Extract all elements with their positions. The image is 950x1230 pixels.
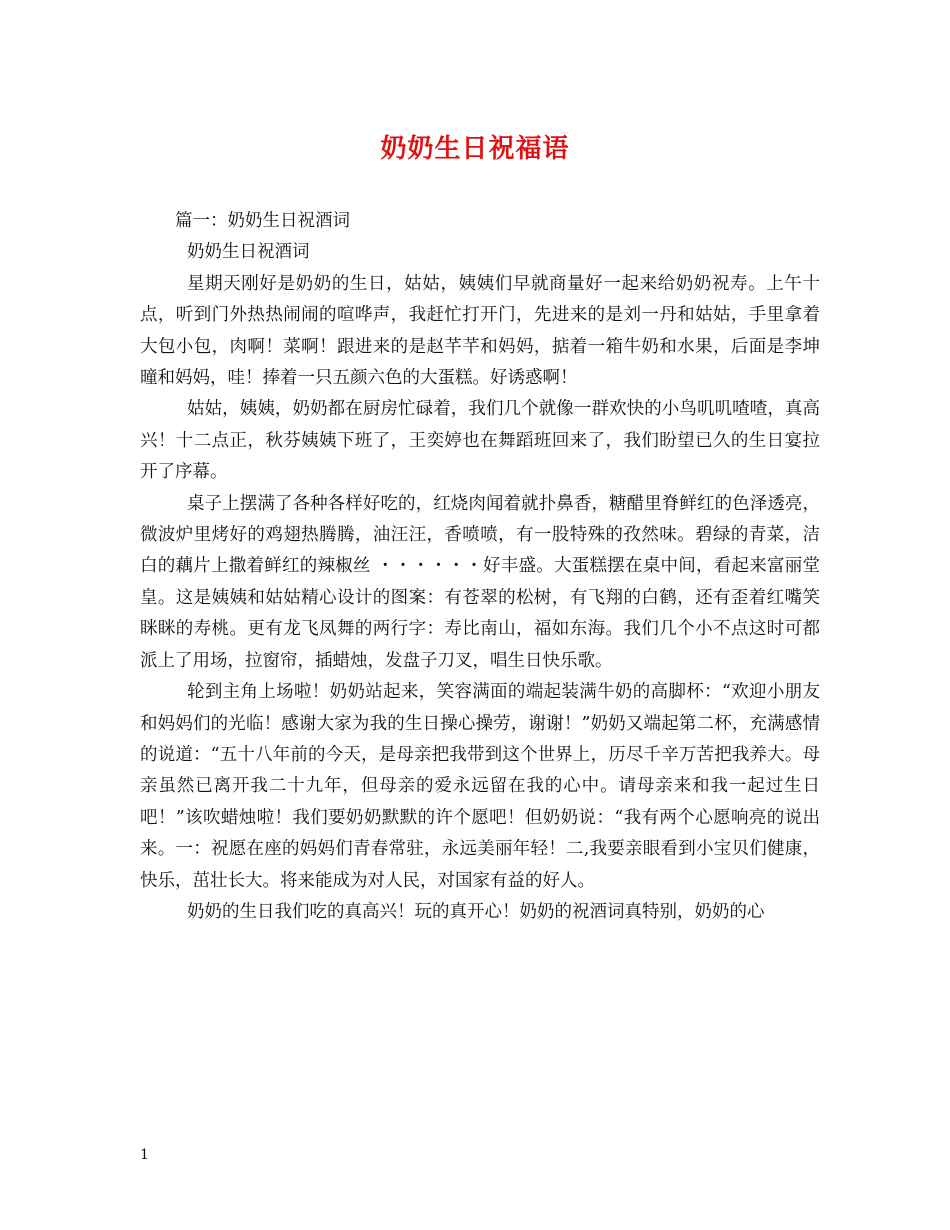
page-number: 1 <box>140 1147 149 1163</box>
sub-heading: 奶奶生日祝酒词 <box>187 242 310 263</box>
paragraph-3: 桌子上摆满了各种各样好吃的，红烧肉闻着就扑鼻香，糖醋里脊鲜红的色泽透亮，微波炉里烤好的鸡翅热腾腾，油汪汪，香喷喷，有一股特殊的孜然味。碧绿的青菜，洁白的藕片上撒着鲜红的辣椒丝 ・・・・・・好丰盛。大蛋糕摆在桌中间，看起来富丽堂皇。这是姨姨和姑姑精心设计的图案：有苍翠的松树，有飞翔的白鹤，还有歪着红嘴笑眯眯的寿桃。更有龙飞凤舞的两行字：寿比南山，福如东海。我们几个小不点这时可都派上了用场，拉窗帘，插蜡烛，发盘子刀叉，唱生日快乐歌。 <box>140 493 820 671</box>
paragraph-1: 星期天刚好是奶奶的生日，姑姑，姨姨们早就商量好一起来给奶奶祝寿。上午十点，听到门外热热闹闹的喧哗声，我赶忙打开门，先进来的是刘一丹和姑姑，手里拿着大包小包，肉啊！菜啊！跟进来的是赵芊芊和妈妈，掂着一箱牛奶和水果，后面是李坤曈和妈妈，哇！捧着一只五颜六色的大蛋糕。好诱惑啊！ <box>140 273 820 389</box>
document-body <box>140 206 820 928</box>
section-heading: 篇一：奶奶生日祝酒词 <box>175 211 350 231</box>
paragraph-4: 轮到主角上场啦！奶奶站起来，笑容满面的端起装满牛奶的高脚杯：“欢迎小朋友和妈妈们的光临！感谢大家为我的生日操心操劳，谢谢！”奶奶又端起第二杯，充满感情的说道：“五十八年前的今天，是母亲把我带到这个世界上，历尽千辛万苦把我养大。母亲虽然已离开我二十九年，但母亲的爱永远留在我的心中。请母亲来和我一起过生日吧！”该吹蜡烛啦！我们要奶奶默默的许个愿吧！但奶奶说：“我有两个心愿响亮的说出来。一：祝愿在座的妈妈们青春常驻，永远美丽年轻！二,我要亲眼看到小宝贝们健康，快乐，茁壮长大。将来能成为对人民，对国家有益的好人。 <box>140 682 820 891</box>
paragraph-5: 奶奶的生日我们吃的真高兴！玩的真开心！奶奶的祝酒词真特别，奶奶的心 <box>187 901 765 922</box>
paragraph-2: 姑姑，姨姨，奶奶都在厨房忙碌着，我们几个就像一群欢快的小鸟叽叽喳喳，真高兴！十二点正，秋芬姨姨下班了，王奕婷也在舞蹈班回来了，我们盼望已久的生日宴拉开了序幕。 <box>140 399 820 483</box>
document-title: 奶奶生日祝福语 <box>380 134 570 164</box>
